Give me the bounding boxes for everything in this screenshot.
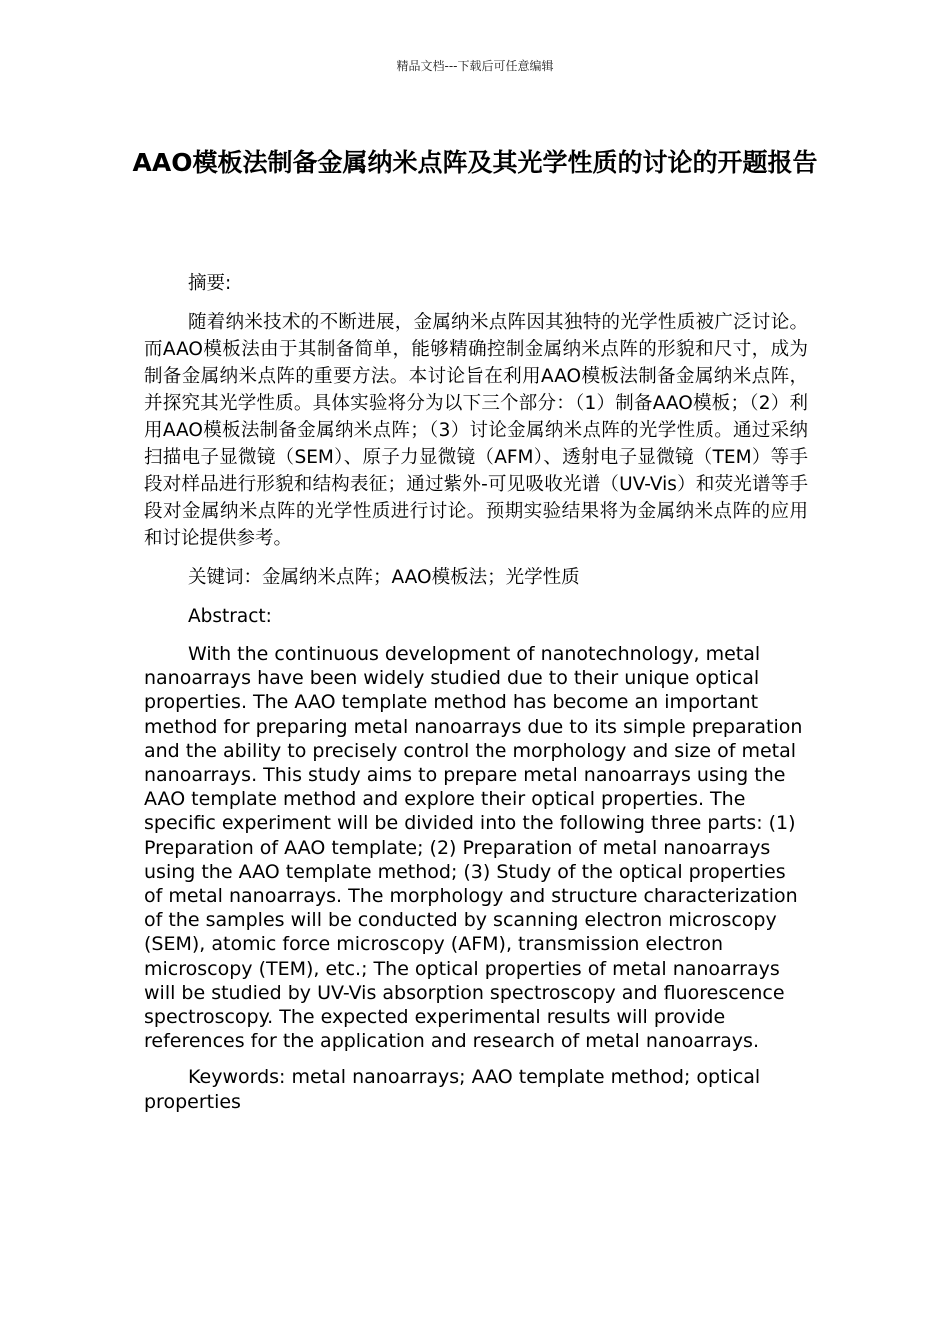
abstract-en-body: With the continuous development of nanotechnology, metal nanoarrays have been widely studied due to their unique optical properties. The AAO template method has become an important method for preparing metal nanoarrays due to its simple preparation and the ability to precisely control the morphology and size of metal nanoarrays. This study aims to prepare metal nanoarrays using the AAO template method and explore their optical properties. The specific experiment will be divided into the following three parts: (1) Preparation of AAO template; (2) Preparation of metal nanoarrays using the AAO template method; (3) Study of the optical properties of metal nanoarrays. The morphology and structure characterization of the samples will be conducted by scanning electron microscopy (SEM), atomic force microscopy (AFM), transmission electron microscopy (TEM), etc.; The optical properties of metal nanoarrays will be studied by UV-Vis absorption spectroscopy and fluorescence spectroscopy. The expected experimental results will provide references for the application and research of metal nanoarrays. [144, 643, 803, 1053]
page-header-note: 精品文档---下载后可任意编辑 [396, 59, 554, 73]
document-title: AAO模板法制备金属纳米点阵及其光学性质的讨论的开题报告 [132, 148, 818, 177]
abstract-cn-heading: 摘要: [188, 273, 232, 294]
abstract-en-heading: Abstract: [188, 606, 272, 627]
abstract-cn-body: 随着纳米技术的不断进展，金属纳米点阵因其独特的光学性质被广泛讨论。而AAO模板法由于其制备简单，能够精确控制金属纳米点阵的形貌和尺寸，成为制备金属纳米点阵的重要方法。本讨论旨在利用AAO模板法制备金属纳米点阵，并探究其光学性质。具体实验将分为以下三个部分：（1）制备AAO模板；（2）利用AAO模板法制备金属纳米点阵；（3）讨论金属纳米点阵的光学性质。通过采纳扫描电子显微镜（SEM）、原子力显微镜（AFM）、透射电子显微镜（TEM）等手段对样品进行形貌和结构表征；通过紫外-可见吸收光谱（UV-Vis）和荧光谱等手段对金属纳米点阵的光学性质进行讨论。预期实验结果将为金属纳米点阵的应用和讨论提供参考。 [144, 312, 808, 549]
keywords-en: Keywords: metal nanoarrays; AAO template method; optical properties [144, 1066, 761, 1113]
document-body [144, 270, 808, 1126]
keywords-cn: 关键词：金属纳米点阵；AAO模板法；光学性质 [188, 567, 580, 588]
